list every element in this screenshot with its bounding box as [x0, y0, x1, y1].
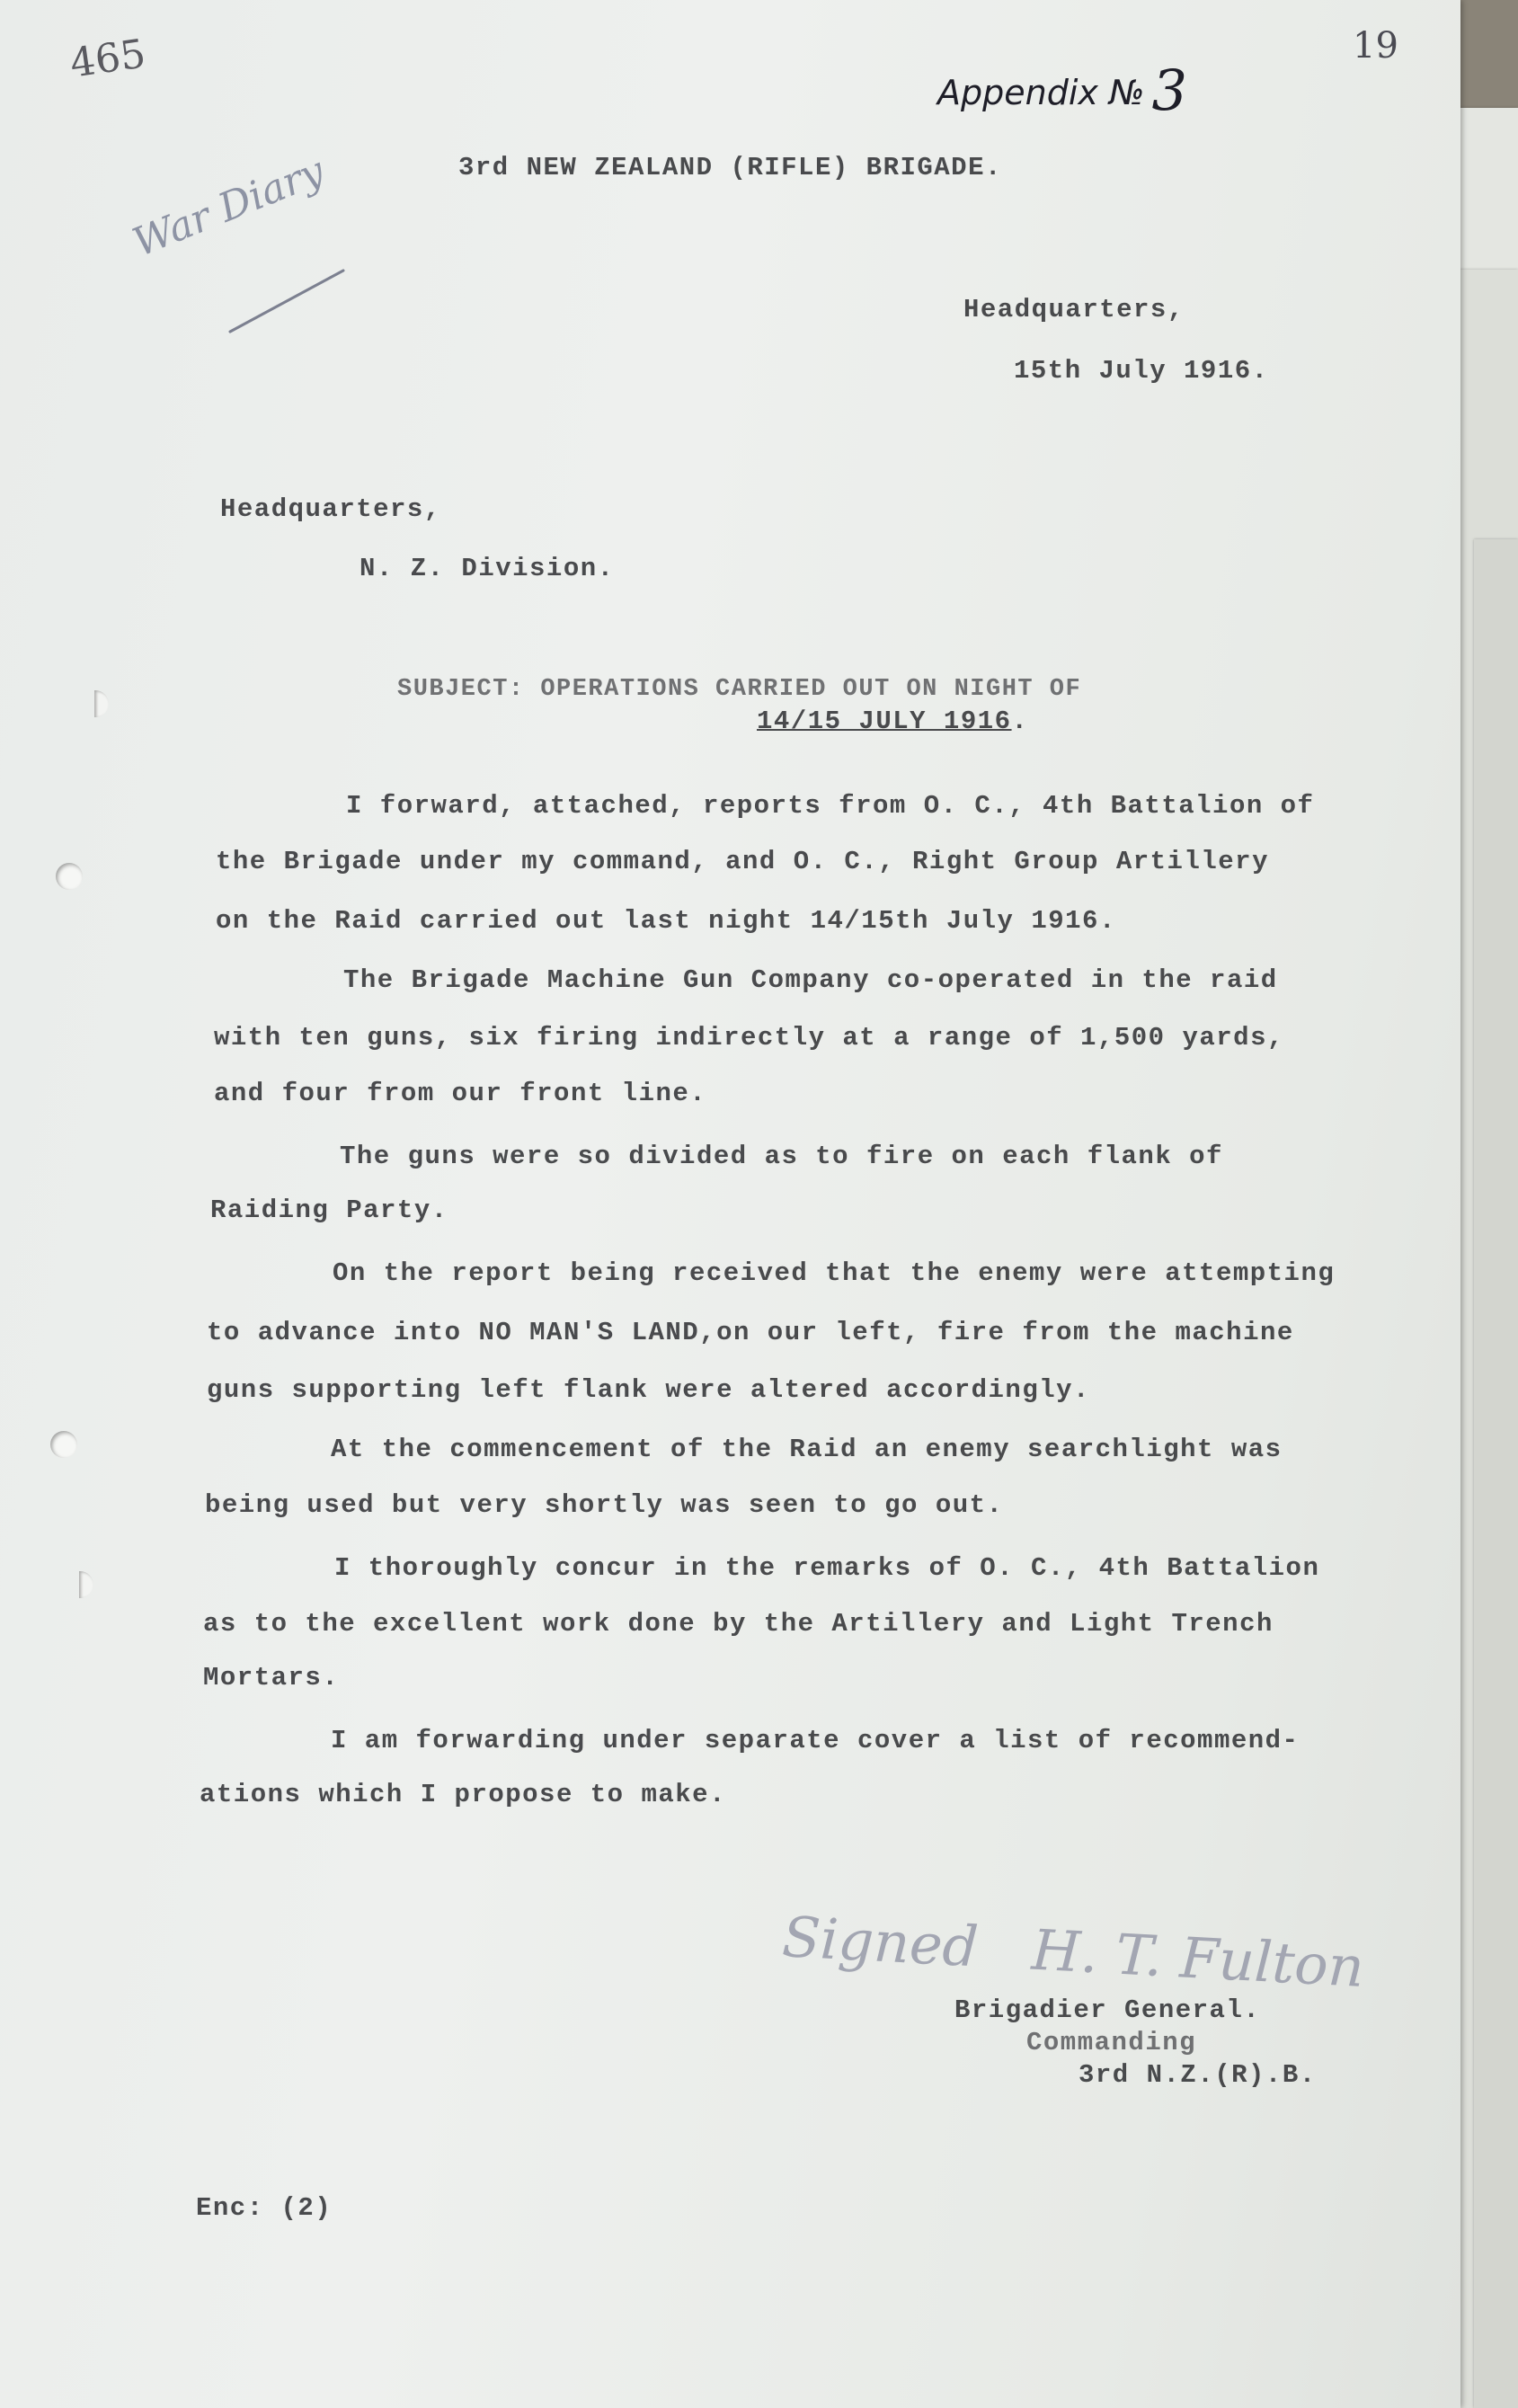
addressee-line-1: Headquarters, [220, 494, 441, 524]
body-line: On the report being received that the enemy were attempting [333, 1258, 1336, 1288]
body-line: the Brigade under my command, and O. C., Right Group Artillery [216, 847, 1269, 876]
body-line: with ten guns, six firing indirectly at a range of 1,500 yards, [214, 1023, 1284, 1053]
folio-number-right: 19 [1353, 25, 1398, 67]
body-line: to advance into NO MAN'S LAND,on our left, fire from the machine [207, 1318, 1294, 1347]
body-line: I forward, attached, reports from O. C., 4th Battalion of [346, 791, 1315, 821]
sender-place: Headquarters, [963, 295, 1185, 324]
signatory-role: Commanding [1026, 2028, 1197, 2057]
body-line: on the Raid carried out last night 14/15th July 1916. [216, 906, 1116, 936]
subject-line-1: SUBJECT: OPERATIONS CARRIED OUT ON NIGHT OF [397, 676, 1082, 703]
body-line: The guns were so divided as to fire on each flank of [340, 1142, 1223, 1171]
letterhead-unit: 3rd NEW ZEALAND (RIFLE) BRIGADE. [458, 153, 1002, 182]
appendix-label: Appendix № [937, 73, 1145, 112]
appendix-number: 3 [1151, 58, 1187, 123]
subject-line-2 [757, 706, 1028, 736]
signatory-rank: Brigadier General. [954, 1995, 1261, 2025]
signature-name: H. T. Fulton [1030, 1916, 1366, 2000]
body-line: Raiding Party. [210, 1195, 448, 1225]
signature [781, 1904, 1366, 2000]
signatory-unit: 3rd N.Z.(R).B. [1079, 2060, 1317, 2090]
body-line: as to the excellent work done by the Artillery and Light Trench [203, 1609, 1274, 1639]
punch-hole [94, 690, 109, 717]
body-line: and four from our front line. [214, 1079, 707, 1108]
war-diary-note: War Diary [126, 147, 331, 266]
pencil-stroke [225, 265, 351, 337]
punch-hole [79, 1571, 93, 1598]
body-line: At the commencement of the Raid an enemy searchlight was [331, 1435, 1283, 1464]
body-line: I thoroughly concur in the remarks of O. C., 4th Battalion [334, 1553, 1320, 1583]
punch-hole [50, 1431, 77, 1458]
subject-date: 14/15 JULY 1916 [757, 706, 1012, 736]
body-line: The Brigade Machine Gun Company co-operated in the raid [343, 965, 1278, 995]
body-line: ations which I propose to make. [200, 1780, 726, 1809]
folio-number-left: 465 [67, 31, 149, 87]
signature-prefix: Signed [780, 1904, 981, 1980]
letter-date: 15th July 1916. [1014, 356, 1269, 386]
body-line: being used but very shortly was seen to go out. [205, 1490, 1004, 1520]
punch-hole [56, 863, 83, 890]
body-line: Mortars. [203, 1663, 340, 1693]
body-line: guns supporting left flank were altered accordingly. [207, 1375, 1090, 1405]
subject-period: . [1011, 706, 1029, 736]
appendix-annotation [937, 58, 1187, 123]
body-line: I am forwarding under separate cover a list of recommend- [331, 1726, 1300, 1755]
enclosures: Enc: (2) [196, 2193, 333, 2223]
underlying-page [1474, 539, 1518, 2408]
addressee-line-2: N. Z. Division. [360, 554, 615, 583]
